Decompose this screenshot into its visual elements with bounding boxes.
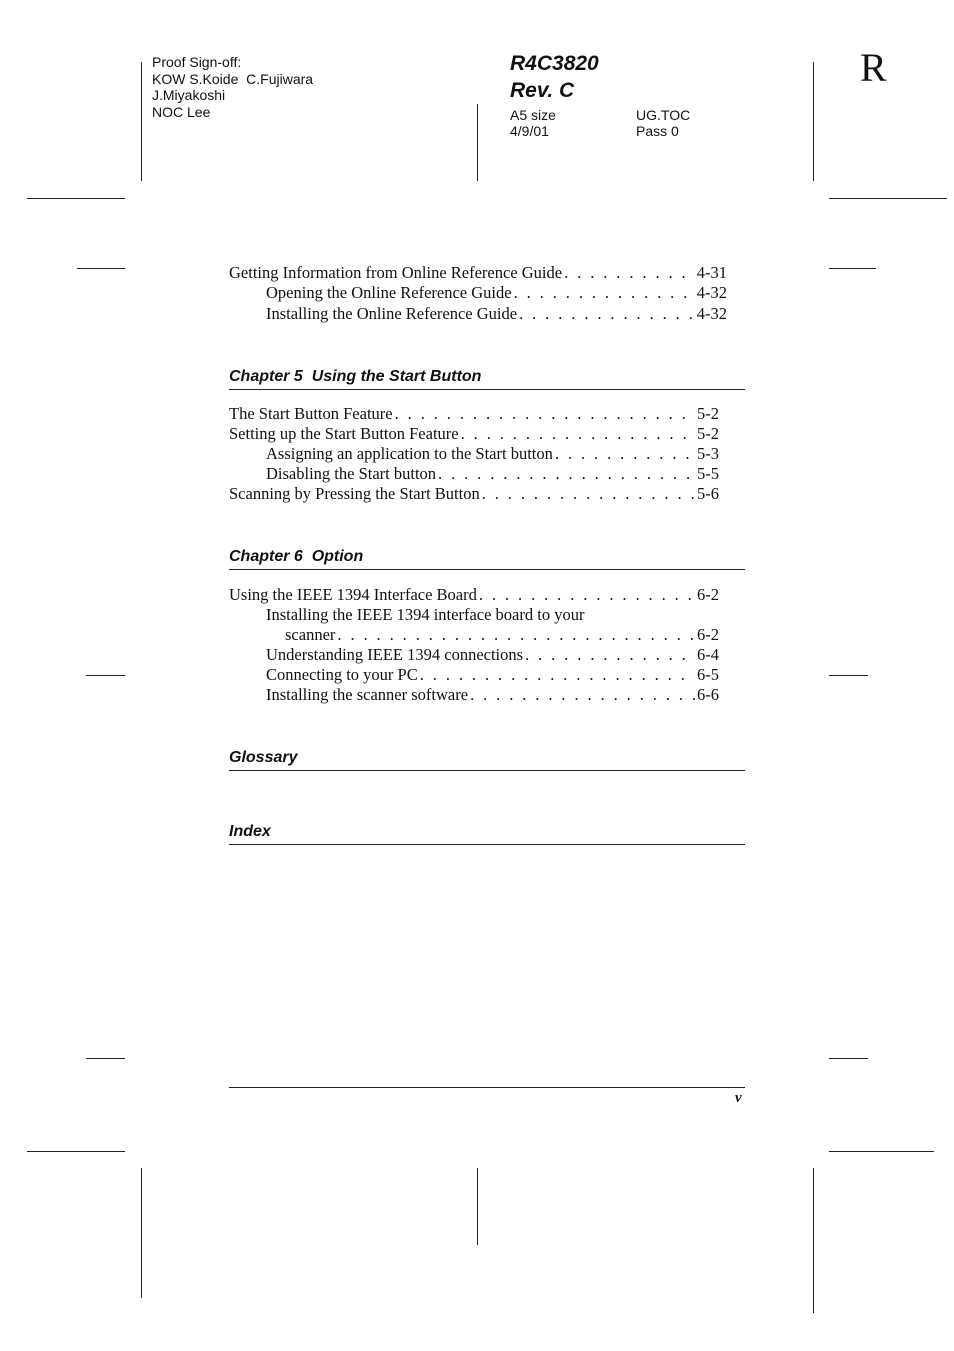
toc-entry-title: The Start Button Feature (229, 404, 393, 423)
toc-entry-page: 6-5 (697, 665, 719, 684)
toc-entry-title: Connecting to your PC (266, 665, 418, 684)
toc-entry[interactable] (266, 665, 719, 685)
toc-entry-page: 6-4 (697, 645, 719, 664)
crop-mark-left-top (141, 62, 142, 181)
file-label: UG.TOC (636, 107, 691, 123)
revision: Rev. C (510, 79, 575, 102)
toc-entry[interactable] (229, 404, 719, 424)
proof-signoff-block (152, 54, 313, 120)
chapter-heading[interactable]: Chapter 6 Option (229, 548, 745, 570)
crop-mark-h-right-5 (829, 1151, 934, 1152)
toc-leader (337, 625, 695, 645)
toc-entry-page: 5-6 (697, 484, 719, 503)
toc-leader (395, 404, 695, 424)
toc-entry[interactable] (229, 585, 719, 605)
proof-line: Proof Sign-off: (152, 54, 242, 70)
crop-mark-h-left-3 (86, 675, 125, 676)
crop-mark-h-right-4 (829, 1058, 868, 1059)
toc-entry[interactable] (266, 444, 719, 464)
toc-entry-title[interactable]: Installing the IEEE 1394 interface board to your (266, 605, 585, 624)
toc-entry-title: Assigning an application to the Start button (266, 444, 553, 463)
page-folio: v (735, 1090, 742, 1106)
crop-mark-h-left-4 (86, 1058, 125, 1059)
size-label: A5 size (510, 107, 556, 123)
crop-mark-h-left-1 (27, 198, 125, 199)
proof-line: KOW S.Koide C.Fujiwara (152, 70, 314, 87)
pass-label: Pass 0 (636, 123, 679, 139)
toc-entry[interactable] (229, 424, 719, 444)
toc-entry-page: 5-5 (697, 464, 719, 483)
toc-leader (564, 263, 695, 283)
toc-entry-title: Setting up the Start Button Feature (229, 424, 459, 443)
toc-entry[interactable] (229, 484, 719, 504)
toc-entry[interactable] (266, 283, 727, 303)
crop-mark-h-right-3 (829, 675, 868, 676)
index-heading[interactable]: Index (229, 823, 745, 845)
toc-entry-title: Getting Information from Online Reference Guide (229, 263, 563, 282)
crop-mark-h-left-2 (77, 268, 125, 269)
toc-entry-page: 4-31 (696, 263, 727, 282)
chapter-heading[interactable]: Chapter 5 Using the Start Button (229, 368, 745, 390)
corner-letter: R (860, 45, 887, 90)
toc-entry-page: 4-32 (696, 283, 727, 302)
toc-entry[interactable] (266, 464, 719, 484)
proof-line: NOC Lee (152, 103, 211, 120)
toc-entry-page: 5-3 (697, 444, 719, 463)
toc-entry-title: scanner (285, 625, 336, 644)
crop-mark-h-right-1 (829, 198, 947, 199)
model-number: R4C3820 (510, 52, 599, 75)
toc-leader (438, 464, 695, 484)
toc-leader (519, 304, 695, 324)
crop-mark-center-top (477, 104, 478, 181)
toc-entry-title: Disabling the Start button (266, 464, 437, 483)
crop-mark-h-right-2 (829, 268, 876, 269)
toc-leader (461, 424, 695, 444)
toc-entry-title: Scanning by Pressing the Start Button (229, 484, 480, 503)
model-revision-block (510, 50, 599, 104)
toc-leader (514, 283, 695, 303)
toc-leader (525, 645, 695, 665)
toc-entry-page: 6-6 (697, 685, 719, 704)
toc-entry[interactable] (266, 645, 719, 665)
toc-leader (482, 484, 695, 504)
toc-entry-page: 4-32 (696, 304, 727, 323)
crop-mark-right-bottom (813, 1168, 814, 1313)
toc-entry-title: Understanding IEEE 1394 connections (266, 645, 524, 664)
crop-mark-right-top (813, 62, 814, 181)
proof-line: J.Miyakoshi (152, 87, 226, 104)
crop-mark-left-bottom (141, 1168, 142, 1298)
toc-entry-page: 5-2 (697, 424, 719, 443)
footer-rule (229, 1087, 745, 1088)
toc-entry-page: 5-2 (697, 404, 719, 423)
toc-entry[interactable] (285, 625, 719, 645)
toc-leader (479, 585, 695, 605)
toc-entry[interactable] (229, 263, 727, 283)
toc-entry-title: Installing the scanner software (266, 685, 469, 704)
date-label: 4/9/01 (510, 123, 549, 139)
glossary-heading[interactable]: Glossary (229, 749, 745, 771)
toc-leader (420, 665, 695, 685)
toc-entry[interactable] (266, 304, 727, 324)
toc-entry-title: Installing the Online Reference Guide (266, 304, 518, 323)
toc-entry-page: 6-2 (697, 585, 719, 604)
toc-leader (470, 685, 695, 705)
crop-mark-center-bottom (477, 1168, 478, 1245)
toc-entry[interactable] (266, 685, 719, 705)
toc-leader (555, 444, 695, 464)
toc-entry-title: Opening the Online Reference Guide (266, 283, 512, 302)
toc-entry-title: Using the IEEE 1394 Interface Board (229, 585, 477, 604)
crop-mark-h-left-5 (27, 1151, 125, 1152)
toc-entry-page: 6-2 (697, 625, 719, 644)
